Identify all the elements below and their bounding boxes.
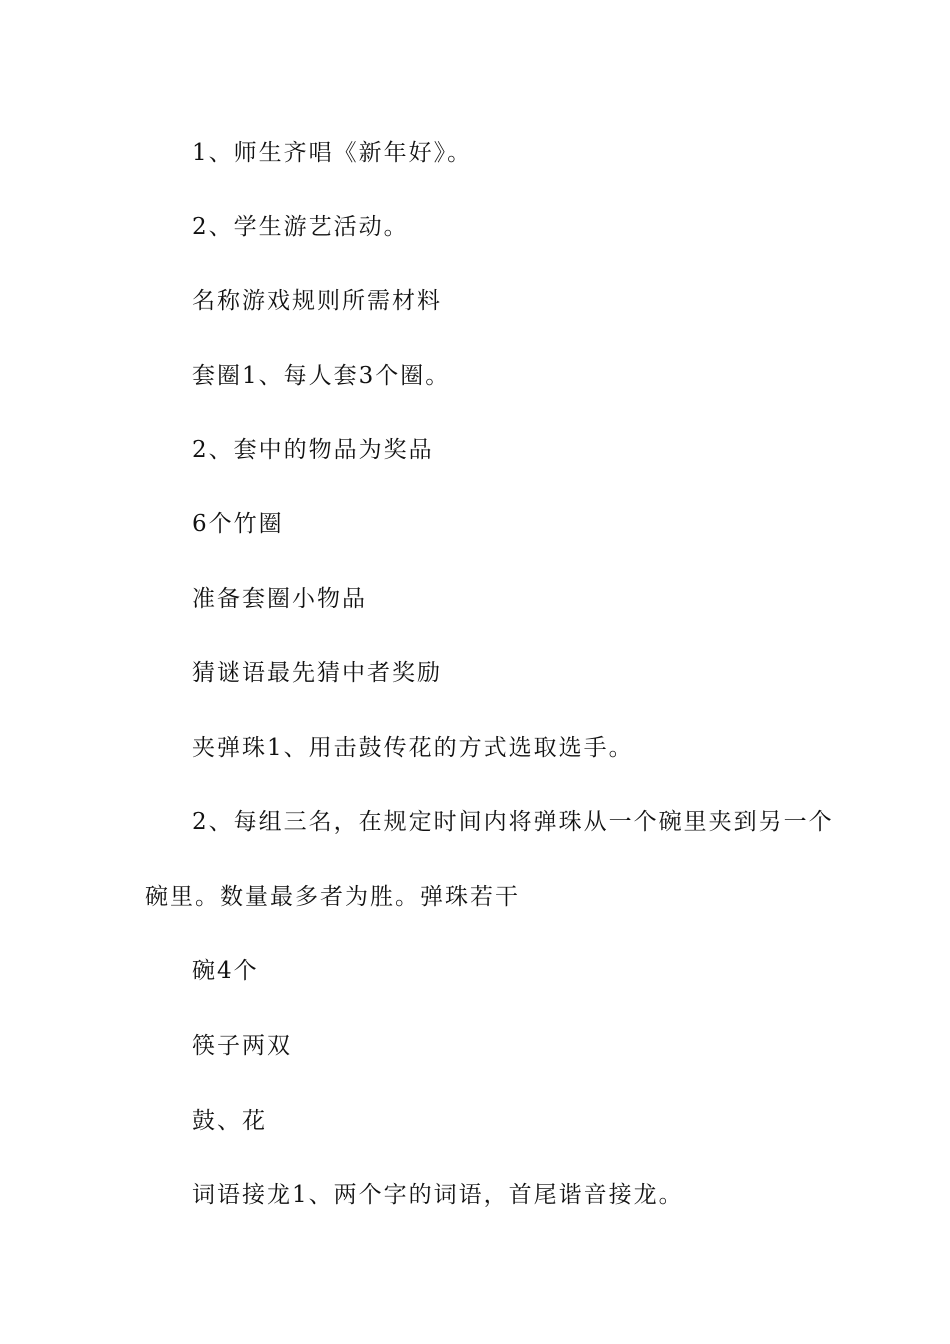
text-line-13: 筷子两双	[192, 1033, 292, 1059]
text-line-14: 鼓、花	[192, 1108, 267, 1134]
text-line-5: 2、套中的物品为奖品	[192, 437, 434, 463]
text-line-1: 1、师生齐唱《新年好》。	[192, 140, 473, 166]
text-line-6: 6个竹圈	[192, 511, 284, 537]
text-line-4: 套圈1、每人套3个圈。	[192, 363, 451, 389]
text-line-3: 名称游戏规则所需材料	[192, 288, 442, 314]
text-line-15: 词语接龙1、两个字的词语，首尾谐音接龙。	[192, 1182, 684, 1208]
text-line-12: 碗4个	[192, 958, 259, 984]
text-line-11: 碗里。数量最多者为胜。弹珠若干	[145, 884, 520, 910]
text-line-2: 2、学生游艺活动。	[192, 214, 409, 240]
text-line-7: 准备套圈小物品	[192, 586, 367, 612]
text-line-10: 2、每组三名，在规定时间内将弹珠从一个碗里夹到另一个	[192, 809, 834, 835]
text-line-8: 猜谜语最先猜中者奖励	[192, 660, 442, 686]
text-line-9: 夹弹珠1、用击鼓传花的方式选取选手。	[192, 735, 634, 761]
